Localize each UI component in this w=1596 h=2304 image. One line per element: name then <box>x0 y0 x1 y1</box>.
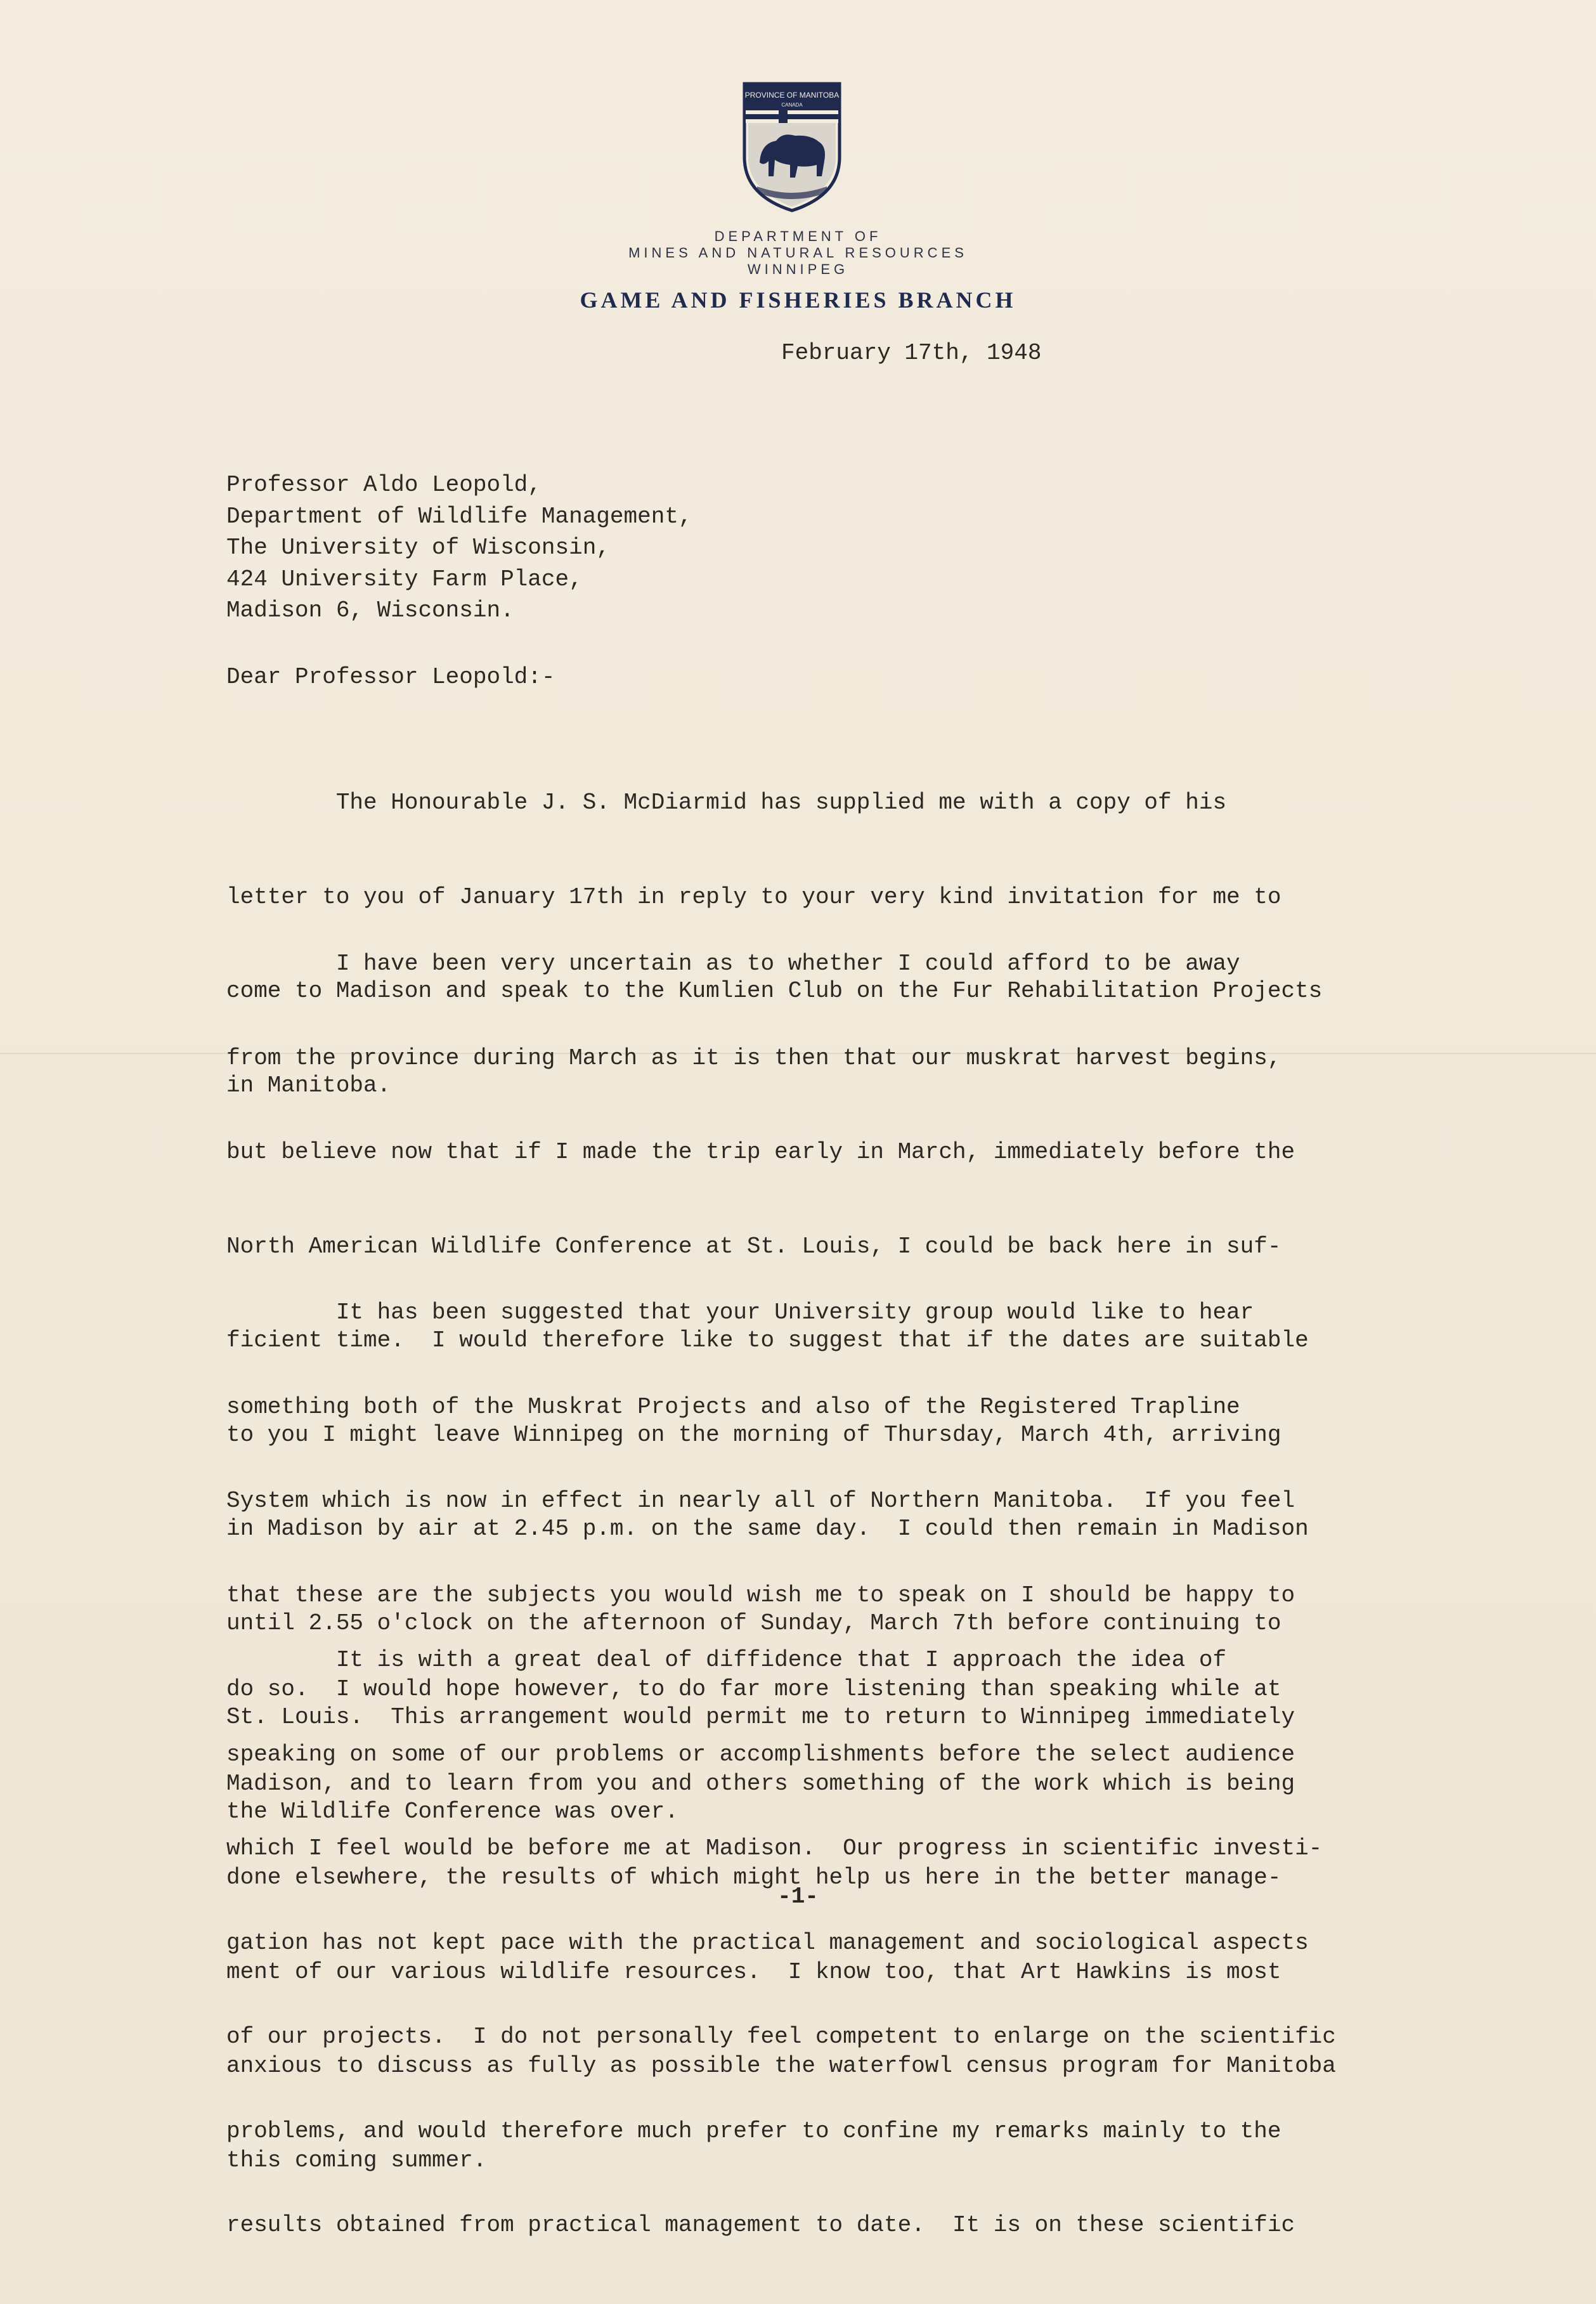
text-line: come to Madison and speak to the Kumlien Club on the Fur Rehabilitation Projects <box>226 978 1323 1004</box>
text-line: from the province during March as it is then that our muskrat harvest begins, <box>226 1045 1281 1071</box>
text-line: anxious to discuss as fully as possible the waterfowl census program for Manitoba <box>226 2053 1336 2079</box>
text-line: done elsewhere, the results of which might help us here in the better manage- <box>226 1865 1281 1891</box>
recipient-address <box>226 469 692 627</box>
text-line: System which is now in effect in nearly all of Northern Manitoba. If you feel <box>226 1488 1295 1514</box>
text-line: I have been very uncertain as to whether I could afford to be away <box>226 951 1240 977</box>
address-line: Department of Wildlife Management, <box>226 503 692 530</box>
branch-title: GAME AND FISHERIES BRANCH <box>580 287 1016 313</box>
body-paragraph-4 <box>226 1582 1558 2304</box>
text-line: St. Louis. This arrangement would permit me to return to Winnipeg immediately <box>226 1704 1295 1730</box>
text-line: until 2.55 o'clock on the afternoon of Sunday, March 7th before continuing to <box>226 1610 1281 1636</box>
salutation: Dear Professor Leopold:- <box>226 664 555 690</box>
text-line: problems, and would therefore much prefer to confine my remarks mainly to the <box>226 2118 1281 2144</box>
crest-subtext: CANADA <box>781 102 803 108</box>
address-line: Professor Aldo Leopold, <box>226 472 542 498</box>
text-line: It is with a great deal of diffidence that I approach the idea of <box>226 1647 1227 1673</box>
letter-date: February 17th, 1948 <box>781 340 1042 366</box>
text-line: but believe now that if I made the trip early in March, immediately before the <box>226 1139 1295 1165</box>
text-line: ficient time. I would therefore like to suggest that if the dates are suitable <box>226 1327 1309 1353</box>
text-line: It has been suggested that your University group would like to hear <box>226 1299 1254 1325</box>
address-line: The University of Wisconsin, <box>226 535 610 561</box>
text-line: in Madison by air at 2.45 p.m. on the same day. I could then remain in Madison <box>226 1516 1309 1542</box>
text-line: something both of the Muskrat Projects and also of the Registered Trapline <box>226 1393 1240 1420</box>
manitoba-crest-icon <box>741 81 843 213</box>
text-line: ment of our various wildlife resources. I know too, that Art Hawkins is most <box>226 1958 1281 1985</box>
dept-line-3: WINNIPEG <box>747 261 849 277</box>
text-line: gation has not kept pace with the practical management and sociological aspects <box>226 1929 1309 1956</box>
text-line: speaking on some of our problems or accomplishments before the select audience <box>226 1741 1295 1767</box>
text-line: the Wildlife Conference was over. <box>226 1798 678 1825</box>
page-number: -1- <box>777 1884 819 1910</box>
text-line: Madison, and to learn from you and others something of the work which is being <box>226 1770 1295 1797</box>
text-line: of our projects. I do not personally feel competent to enlarge on the scientific <box>226 2024 1336 2050</box>
text-line: that these are the subjects you would wish me to speak on I should be happy to <box>226 1582 1295 1608</box>
text-line: to you I might leave Winnipeg on the morning of Thursday, March 4th, arriving <box>226 1421 1281 1448</box>
crest-text: PROVINCE OF MANITOBA <box>744 91 840 100</box>
address-line: 424 University Farm Place, <box>226 566 583 592</box>
text-line: results obtained from practical management to date. It is on these scientific <box>226 2212 1295 2238</box>
text-line: do so. I would hope however, to do far more listening than speaking while at <box>226 1676 1281 1702</box>
text-line: in Manitoba. <box>226 1072 391 1098</box>
text-line: The Honourable J. S. McDiarmid has supplied me with a copy of his <box>226 790 1227 816</box>
text-line: North American Wildlife Conference at St. Louis, I could be back here in suf- <box>226 1233 1281 1259</box>
text-line: letter to you of January 17th in reply to your very kind invitation for me to <box>226 883 1281 910</box>
dept-line-1: DEPARTMENT OF <box>714 228 882 244</box>
address-line: Madison 6, Wisconsin. <box>226 597 514 623</box>
text-line: this coming summer. <box>226 2147 487 2173</box>
text-line: which I feel would be before me at Madison. Our progress in scientific investi- <box>226 1835 1323 1861</box>
dept-line-2: MINES AND NATURAL RESOURCES <box>628 245 968 261</box>
